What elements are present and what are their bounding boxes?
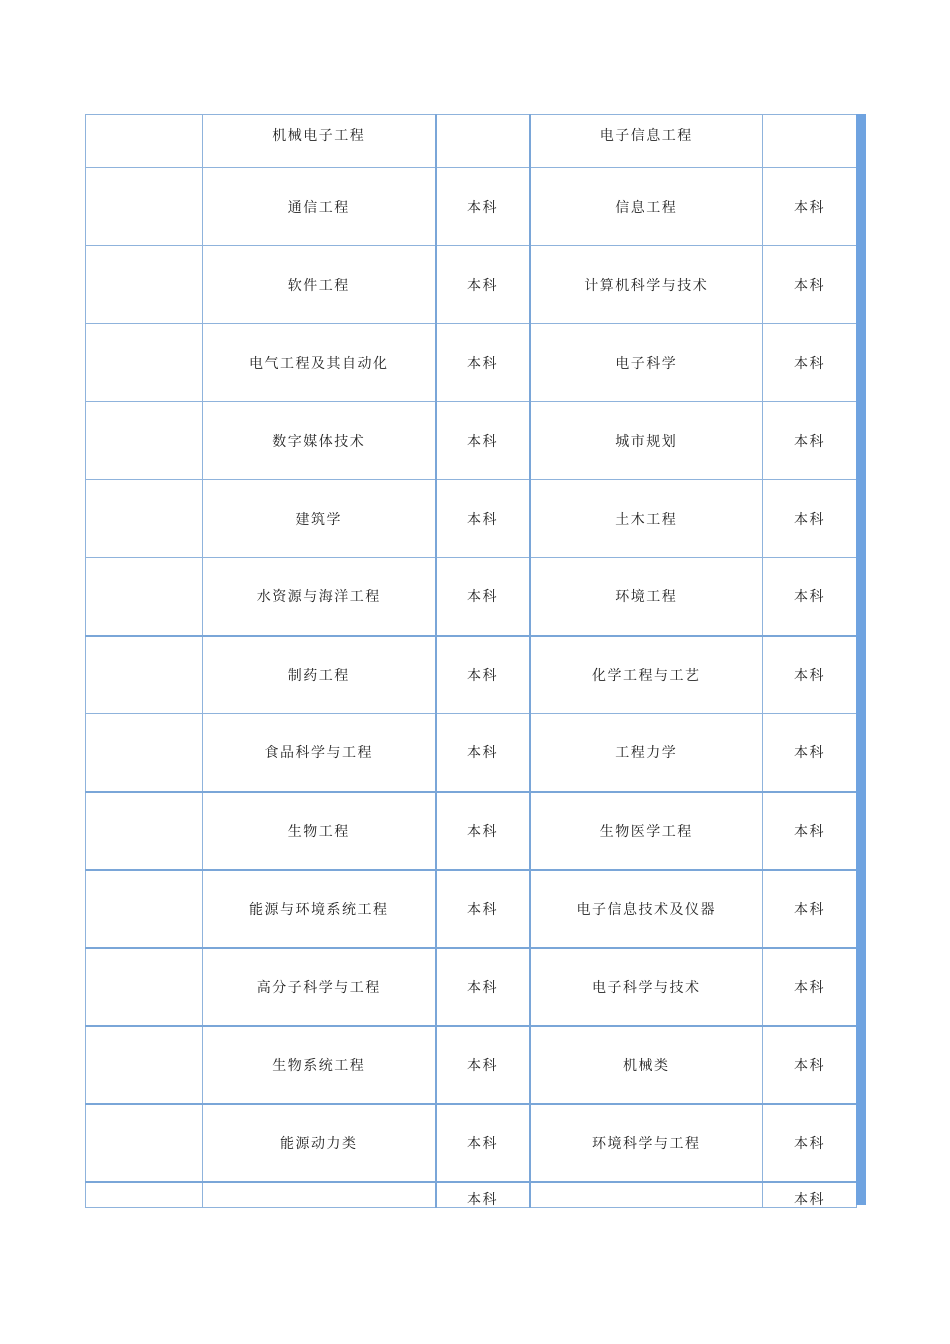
row-label-cell <box>86 870 203 948</box>
table-row <box>86 246 857 324</box>
major-name-cell: 计算机科学与技术 <box>530 246 763 324</box>
major-name-cell: 能源动力类 <box>203 1104 436 1182</box>
degree-level-cell: 本科 <box>436 870 530 948</box>
degree-level-cell: 本科 <box>436 324 530 402</box>
degree-level-cell: 本科 <box>763 792 857 870</box>
table-row <box>86 1104 857 1182</box>
majors-table <box>85 114 857 1208</box>
degree-level-cell: 本科 <box>436 1026 530 1104</box>
degree-level-cell: 本科 <box>436 636 530 714</box>
major-name-cell: 机械类 <box>530 1026 763 1104</box>
major-name-cell: 食品科学与工程 <box>203 714 436 792</box>
row-label-cell <box>86 115 203 168</box>
row-label-cell <box>86 558 203 636</box>
major-name-cell: 化学工程与工艺 <box>530 636 763 714</box>
major-name-cell: 电子科学与技术 <box>530 948 763 1026</box>
table-row <box>86 115 857 168</box>
row-label-cell <box>86 636 203 714</box>
major-name-cell <box>530 1182 763 1208</box>
major-name-cell: 土木工程 <box>530 480 763 558</box>
major-name-cell: 高分子科学与工程 <box>203 948 436 1026</box>
table-row <box>86 636 857 714</box>
degree-level-cell: 本科 <box>763 870 857 948</box>
major-name-cell: 工程力学 <box>530 714 763 792</box>
row-label-cell <box>86 1026 203 1104</box>
major-name-cell: 数字媒体技术 <box>203 402 436 480</box>
table-row <box>86 168 857 246</box>
degree-level-cell: 本科 <box>436 1104 530 1182</box>
degree-level-cell: 本科 <box>436 948 530 1026</box>
row-label-cell <box>86 1182 203 1208</box>
degree-level-cell <box>763 115 857 168</box>
table-row <box>86 714 857 792</box>
row-label-cell <box>86 168 203 246</box>
row-label-cell <box>86 1104 203 1182</box>
major-name-cell: 电子信息技术及仪器 <box>530 870 763 948</box>
major-name-cell: 建筑学 <box>203 480 436 558</box>
degree-level-cell: 本科 <box>763 480 857 558</box>
degree-level-cell: 本科 <box>763 1026 857 1104</box>
major-name-cell: 水资源与海洋工程 <box>203 558 436 636</box>
major-name-cell: 生物系统工程 <box>203 1026 436 1104</box>
degree-level-cell: 本科 <box>763 246 857 324</box>
table-row <box>86 870 857 948</box>
table-row <box>86 324 857 402</box>
major-name-cell: 生物工程 <box>203 792 436 870</box>
table-row <box>86 480 857 558</box>
degree-level-cell: 本科 <box>763 1182 857 1208</box>
major-name-cell: 能源与环境系统工程 <box>203 870 436 948</box>
row-label-cell <box>86 246 203 324</box>
degree-level-cell: 本科 <box>436 480 530 558</box>
row-label-cell <box>86 714 203 792</box>
degree-level-cell: 本科 <box>436 792 530 870</box>
degree-level-cell: 本科 <box>436 1182 530 1208</box>
degree-level-cell: 本科 <box>436 402 530 480</box>
major-name-cell <box>203 1182 436 1208</box>
major-name-cell: 城市规划 <box>530 402 763 480</box>
degree-level-cell: 本科 <box>763 636 857 714</box>
degree-level-cell <box>436 115 530 168</box>
table-row <box>86 1182 857 1208</box>
degree-level-cell: 本科 <box>763 558 857 636</box>
major-name-cell: 电子信息工程 <box>530 115 763 168</box>
major-name-cell: 环境工程 <box>530 558 763 636</box>
major-name-cell: 环境科学与工程 <box>530 1104 763 1182</box>
table-row <box>86 1026 857 1104</box>
major-name-cell: 电气工程及其自动化 <box>203 324 436 402</box>
major-name-cell: 通信工程 <box>203 168 436 246</box>
degree-level-cell: 本科 <box>436 714 530 792</box>
row-label-cell <box>86 480 203 558</box>
right-edge-bar <box>856 114 866 1205</box>
table-row <box>86 948 857 1026</box>
degree-level-cell: 本科 <box>436 246 530 324</box>
degree-level-cell: 本科 <box>763 402 857 480</box>
major-name-cell: 生物医学工程 <box>530 792 763 870</box>
row-label-cell <box>86 324 203 402</box>
major-name-cell: 信息工程 <box>530 168 763 246</box>
table-row <box>86 792 857 870</box>
major-name-cell: 机械电子工程 <box>203 115 436 168</box>
major-name-cell: 电子科学 <box>530 324 763 402</box>
degree-level-cell: 本科 <box>436 558 530 636</box>
table-row <box>86 558 857 636</box>
degree-level-cell: 本科 <box>763 324 857 402</box>
major-name-cell: 软件工程 <box>203 246 436 324</box>
degree-level-cell: 本科 <box>763 1104 857 1182</box>
row-label-cell <box>86 402 203 480</box>
table-row <box>86 402 857 480</box>
degree-level-cell: 本科 <box>763 714 857 792</box>
majors-table-body <box>86 115 857 1208</box>
degree-level-cell: 本科 <box>763 948 857 1026</box>
major-name-cell: 制药工程 <box>203 636 436 714</box>
degree-level-cell: 本科 <box>436 168 530 246</box>
degree-level-cell: 本科 <box>763 168 857 246</box>
row-label-cell <box>86 792 203 870</box>
row-label-cell <box>86 948 203 1026</box>
